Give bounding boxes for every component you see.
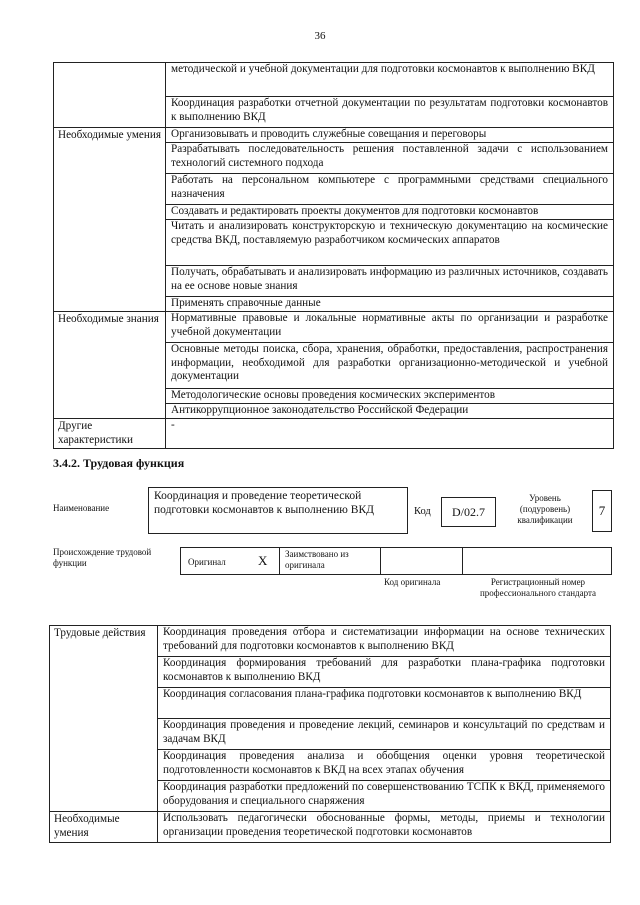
code-value-box: D/02.7 — [441, 497, 496, 527]
table-row — [50, 812, 611, 843]
reg-number-box — [462, 547, 612, 575]
actions-label: Трудовые действия — [50, 626, 158, 812]
continuation-text: методической и учебной документации для подготовки космонавтов к выполнению ВКД — [166, 63, 614, 97]
skill-item: Использовать педагогически обоснованные формы, методы, приемы и технологии организации проведения теоретической подготовки космонавтов — [158, 812, 611, 843]
skill-item: Получать, обрабатывать и анализировать информацию из различных источников, создавать на ее основе новые знания — [166, 266, 614, 297]
code-original-box — [380, 547, 463, 575]
skill-item: Читать и анализировать конструкторскую и техническую документацию на космические средства ВКД, поставляемую разработчиком космических аппаратов — [166, 220, 614, 266]
knowledge-label: Необходимые знания — [54, 312, 166, 419]
code-original-label: Код оригинала — [384, 577, 441, 587]
original-label: Оригинал — [188, 557, 226, 567]
knowledge-item: Основные методы поиска, сбора, хранения, обработки, предоставления, распространения информации, необходимой для разработки организационно-методической и учебной документации — [166, 343, 614, 389]
skill-item: Создавать и редактировать проекты документов для подготовки космонавтов — [166, 205, 614, 220]
action-item: Координация проведения отбора и систематизации информации на основе технических требований для подготовки космонавтов к выполнению ВКД — [158, 626, 611, 657]
skills-label: Необходимые умения — [50, 812, 158, 843]
skills-label: Необходимые умения — [54, 128, 166, 312]
action-item: Координация разработки предложений по совершенствованию ТСПК к ВКД, применяемого оборудования и специального снаряжения — [158, 781, 611, 812]
skill-item: Разрабатывать последовательность решения поставленной задачи с использованием технологий системного подхода — [166, 143, 614, 174]
action-item: Координация проведения и проведение лекций, семинаров и консультаций по средствам и задачам ВКД — [158, 719, 611, 750]
level-label: Уровень (подуровень) квалификации — [517, 493, 573, 525]
section-heading: 3.4.2. Трудовая функция — [53, 456, 185, 470]
table-row — [54, 312, 614, 343]
name-label: Наименование — [53, 503, 110, 513]
function-details-table — [49, 625, 611, 843]
skill-item: Работать на персональном компьютере с программными средствами специального назначения — [166, 174, 614, 205]
skill-item: Применять справочные данные — [166, 297, 614, 312]
requirements-table — [53, 62, 614, 449]
knowledge-item: Методологические основы проведения космических экспериментов — [166, 389, 614, 404]
skill-item: Организовывать и проводить служебные совещания и переговоры — [166, 128, 614, 143]
table-row — [54, 419, 614, 449]
table-row — [54, 63, 614, 97]
knowledge-item: Нормативные правовые и локальные нормативные акты по организации и разработке учебной документации — [166, 312, 614, 343]
table-row — [54, 128, 614, 143]
knowledge-item: Антикоррупционное законодательство Российской Федерации — [166, 404, 614, 419]
original-mark: X — [258, 553, 268, 568]
other-label: Другие характеристики — [54, 419, 166, 449]
code-label: Код — [414, 506, 431, 517]
origin-label: Происхождение трудовой функции — [53, 547, 152, 568]
action-item: Координация проведения анализа и обобщения оценки уровня теоретической подготовленности космонавтов к ВКД на всех этапах обучения — [158, 750, 611, 781]
function-name-box: Координация и проведение теоретической подготовки космонавтов к выполнению ВКД — [148, 487, 408, 534]
table-row — [50, 626, 611, 657]
page-number: 36 — [314, 30, 326, 42]
reg-number-label: Регистрационный номер профессионального стандарта — [479, 577, 597, 598]
level-value-box: 7 — [592, 490, 612, 532]
borrowed-label: Заимствовано из оригинала — [285, 549, 349, 570]
continuation-text: Координация разработки отчетной документации по результатам подготовки космонавтов к выполнению ВКД — [166, 97, 614, 128]
empty-label-cell — [54, 63, 166, 128]
other-value: - — [166, 419, 614, 449]
action-item: Координация согласования плана-графика подготовки космонавтов к выполнению ВКД — [158, 688, 611, 719]
action-item: Координация формирования требований для разработки плана-графика подготовки космонавтов к выполнению ВКД — [158, 657, 611, 688]
